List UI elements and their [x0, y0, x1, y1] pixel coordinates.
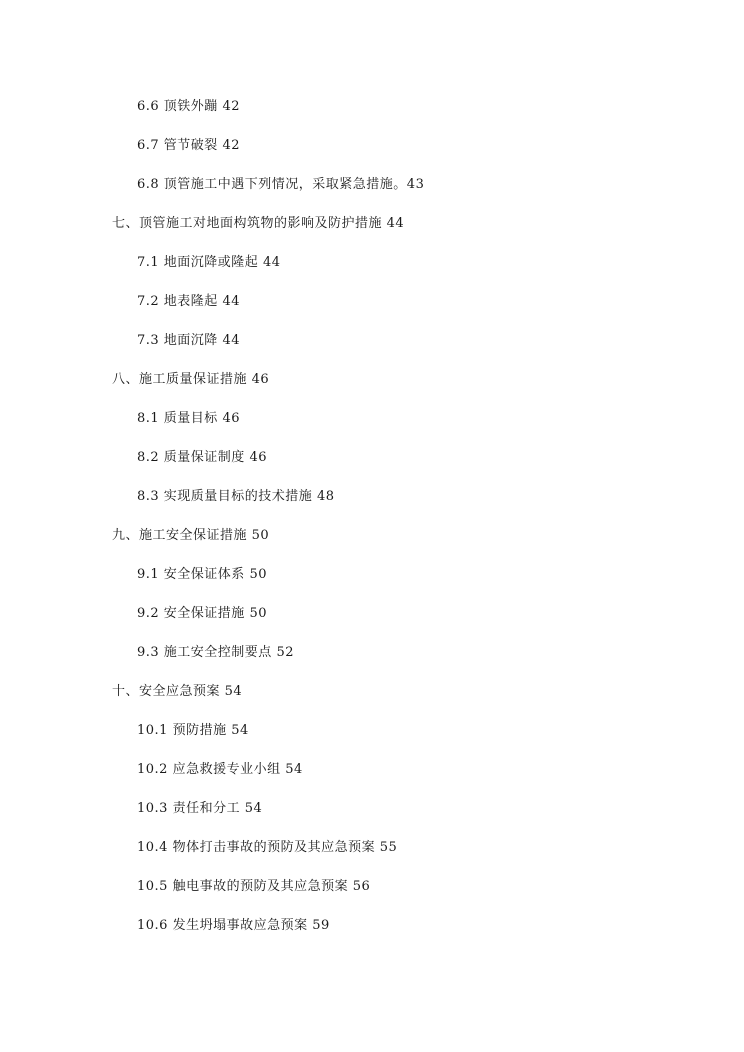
toc-entry: 6.7 管节破裂 42	[137, 138, 240, 153]
toc-entry: 8.3 实现质量目标的技术措施 48	[137, 489, 335, 504]
toc-entry: 9.1 安全保证体系 50	[137, 567, 267, 582]
toc-chapter: 十、安全应急预案 54	[112, 684, 243, 699]
toc-chapter: 八、施工质量保证措施 46	[112, 372, 270, 387]
toc-entry: 7.3 地面沉降 44	[137, 333, 240, 348]
toc-entry: 10.1 预防措施 54	[137, 723, 249, 738]
toc-entry: 6.8 顶管施工中遇下列情况，采取紧急措施。43	[137, 177, 425, 192]
toc-entry: 9.2 安全保证措施 50	[137, 606, 267, 621]
toc-entry: 10.6 发生坍塌事故应急预案 59	[137, 918, 330, 933]
toc-entry: 10.2 应急救援专业小组 54	[137, 762, 303, 777]
toc-entry: 7.1 地面沉降或隆起 44	[137, 255, 281, 270]
toc-entry: 9.3 施工安全控制要点 52	[137, 645, 294, 660]
toc-entry: 7.2 地表隆起 44	[137, 294, 240, 309]
toc-chapter: 九、施工安全保证措施 50	[112, 528, 270, 543]
toc-entry: 10.5 触电事故的预防及其应急预案 56	[137, 879, 371, 894]
toc-entry: 6.6 顶铁外蹦 42	[137, 99, 240, 114]
toc-entry: 8.1 质量目标 46	[137, 411, 240, 426]
toc-chapter: 七、顶管施工对地面构筑物的影响及防护措施 44	[112, 216, 405, 231]
toc-entry: 10.3 责任和分工 54	[137, 801, 263, 816]
toc-entry: 10.4 物体打击事故的预防及其应急预案 55	[137, 840, 398, 855]
toc-entry: 8.2 质量保证制度 46	[137, 450, 267, 465]
